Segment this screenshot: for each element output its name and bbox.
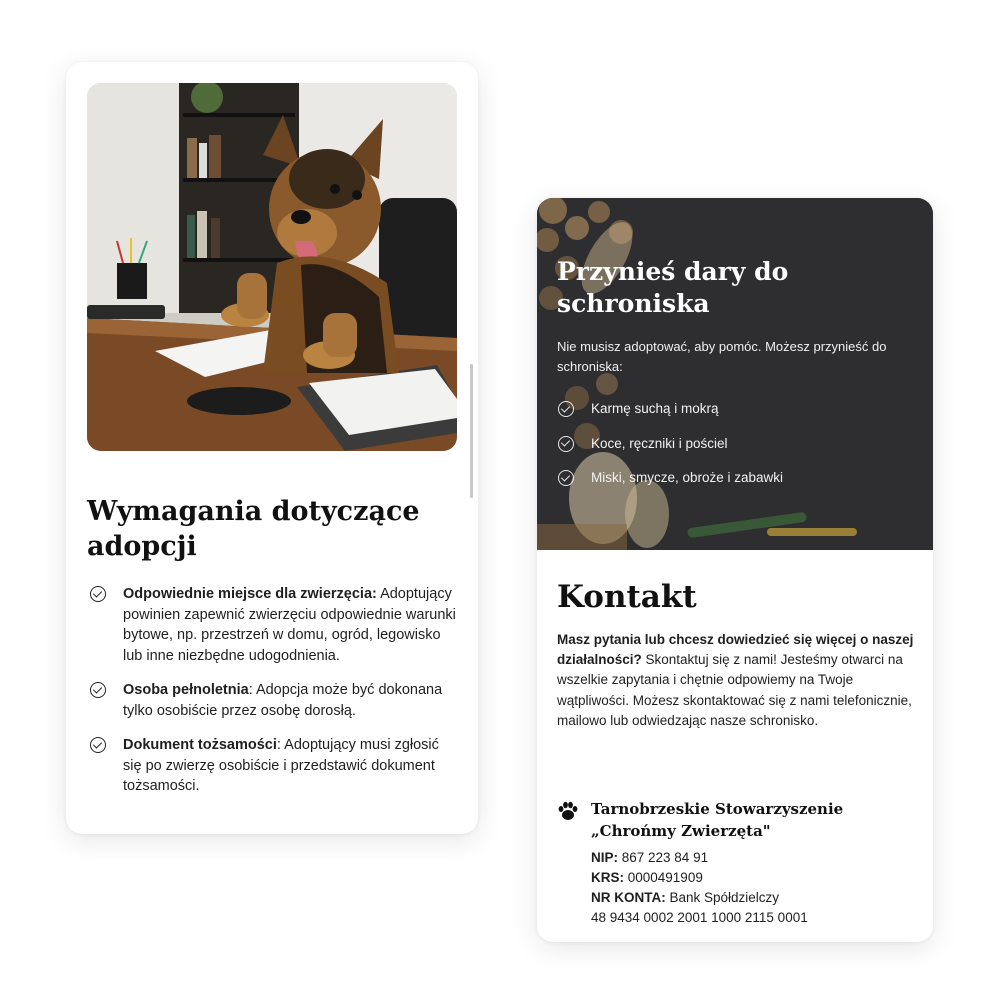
- bank-name: Bank Spółdzielczy: [665, 890, 780, 905]
- contact-title: Kontakt: [557, 579, 697, 615]
- check-circle-icon: [558, 401, 574, 417]
- donation-item-text: Koce, ręczniki i pościel: [591, 435, 728, 451]
- requirement-text: : Adoptujący musi zgłosić się po zwierzę osobiście i przedstawić dokument tożsamości.: [123, 737, 439, 794]
- contact-body-text: Skontaktuj się z nami! Jesteśmy otwarci na wszelkie zapytania i chętnie odpowiemy na Twoje wątpliwości. Możesz skontaktować się z nami telefonicznie, mailowo lub odwiedzając nasze schronisko.: [557, 652, 912, 728]
- account-number: 48 9434 0002 2001 1000 2115 0001: [591, 910, 808, 925]
- check-circle-icon: [558, 470, 574, 486]
- list-item: [557, 468, 783, 503]
- requirement-label: Odpowiednie miejsce dla zwierzęcia:: [123, 586, 377, 602]
- check-circle-icon: [558, 436, 574, 452]
- scrollbar[interactable]: [470, 364, 473, 498]
- nip-label: NIP:: [591, 850, 618, 865]
- dog-at-desk-image: [87, 83, 457, 451]
- list-item: [87, 735, 457, 797]
- requirement-text: : Adopcja może być dokonana tylko osobiście przez osobę dorosłą.: [123, 682, 443, 719]
- list-item: [87, 584, 457, 666]
- requirements-title: Wymagania dotyczące adopcji: [87, 496, 420, 562]
- donations-title: Przynieś dary do schroniska: [557, 257, 789, 318]
- nip-row: [591, 848, 911, 868]
- check-circle-icon: [90, 682, 106, 698]
- requirement-text: Adoptujący powinien zapewnić zwierzęciu odpowiednie warunki bytowe, np. przestrzeń w domu, ogród, legowisko lub inne niezbędne udogodnienia.: [123, 586, 456, 664]
- requirement-label: Osoba pełnoletnia: [123, 682, 249, 698]
- krs-value: 0000491909: [624, 870, 703, 885]
- check-circle-icon: [90, 737, 106, 753]
- adoption-requirements-card: [66, 62, 478, 834]
- organization-details: [591, 848, 911, 928]
- requirements-list: [87, 584, 457, 811]
- account-label: NR KONTA:: [591, 890, 666, 905]
- list-item: [87, 680, 457, 721]
- donations-contact-card: [537, 198, 933, 942]
- paw-icon: [557, 801, 579, 821]
- donation-item-text: Miski, smycze, obroże i zabawki: [591, 470, 784, 485]
- donations-list: [557, 399, 783, 503]
- krs-label: KRS:: [591, 870, 624, 885]
- donation-item-text: Karmę suchą i mokrą: [591, 401, 719, 416]
- nip-value: 867 223 84 91: [618, 850, 709, 865]
- donations-lead: Nie musisz adoptować, aby pomóc. Możesz przynieść do schroniska:: [557, 339, 887, 374]
- requirement-label: Dokument tożsamości: [123, 737, 277, 753]
- donations-banner: [537, 198, 933, 550]
- account-row: [591, 888, 911, 908]
- contact-description: [557, 630, 917, 731]
- krs-row: [591, 868, 911, 888]
- list-item: [557, 434, 783, 469]
- list-item: [557, 399, 783, 434]
- organization-name: Tarnobrzeskie Stowarzyszenie „Chrońmy Zwierzęta": [591, 800, 844, 840]
- check-circle-icon: [90, 586, 106, 602]
- contact-question: Masz pytania lub chcesz dowiedzieć się więcej o naszej działalności?: [557, 632, 914, 668]
